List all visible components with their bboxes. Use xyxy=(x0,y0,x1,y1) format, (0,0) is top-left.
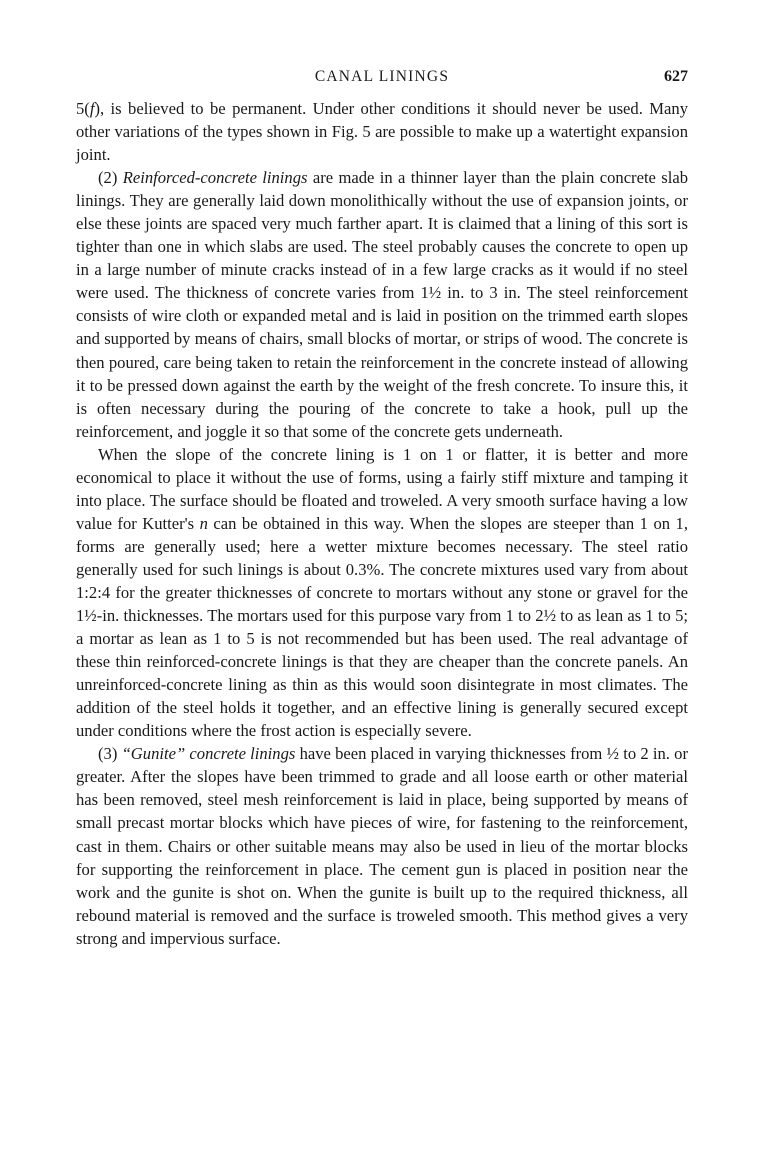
italic-text: “Gunite” concrete linings xyxy=(121,744,296,764)
paragraph xyxy=(76,166,688,443)
text-run: When the slope of the concrete lining is 1 on 1 or flatter, it is better and more economical to place it without the use of forms, using a fairly stiff mixture and tamping it into place. The surface should be floated and troweled. A very smooth surface having a low value for Kutter's xyxy=(76,444,688,533)
body-text xyxy=(76,97,688,950)
page-number: 627 xyxy=(664,68,688,85)
page-header xyxy=(76,68,688,92)
text-run: have been placed in varying thicknesses from ½ to 2 in. or greater. After the slopes have been trimmed to grade and all loose earth or other material has been removed, steel mesh reinforcement is laid in place, being supported by means of small precast mortar blocks which have pieces of wire, for fastening to the reinforcement, cast in them. Chairs or other suitable means may also be used in lieu of the mortar blocks for supporting the reinforcement in place. The cement gun is placed in position near the work and the gunite is shot on. When the gunite is built up to the required thickness, all rebound material is removed and the surface is troweled smooth. This method gives a very strong and impervious surface. xyxy=(76,744,688,948)
running-head: CANAL LININGS xyxy=(314,68,450,85)
text-run: (3) xyxy=(98,744,122,764)
paragraph xyxy=(76,443,688,743)
italic-text: n xyxy=(199,513,208,533)
text-run: ), is believed to be permanent. Under other conditions it should never be used. Many other variations of the types shown in Fig. 5 are possible to make up a watertight expansion joint. xyxy=(76,99,688,165)
paragraph xyxy=(76,97,688,166)
text-run: (2) xyxy=(98,168,123,188)
italic-text: Reinforced-concrete linings xyxy=(122,168,308,188)
italic-text: f xyxy=(89,99,95,118)
paragraph xyxy=(76,742,688,949)
text-run: can be obtained in this way. When the slopes are steeper than 1 on 1, forms are generally used; here a wetter mixture becomes necessary. The steel ratio generally used for such linings is about 0.3%. The concrete mixtures used vary from about 1:2:4 for the greater thicknesses of concrete to mortars without any stone or gravel for the 1½-in. thicknesses. The mortars used for this purpose vary from 1 to 2½ to as lean as 1 to 5; a mortar as lean as 1 to 5 is not recommended but has been used. The real advantage of these thin reinforced-concrete linings is that they are cheaper than the concrete panels. An unreinforced-concrete lining as thin as this would soon disintegrate in most climates. The addition of the steel holds it together, and an effective lining is generally secured except under conditions where the frost action is especially severe. xyxy=(76,513,688,741)
text-run: are made in a thinner layer than the plain concrete slab linings. They are generally laid down monolithically without the use of expansion joints, or else these joints are spaced very much farther apart. It is claimed that a lining of this sort is tighter than one in which slabs are used. The steel probably causes the concrete to open up in a large number of minute cracks instead of in a few large cracks as it would if no steel were used. The thickness of concrete varies from 1½ in. to 3 in. The steel reinforcement consists of wire cloth or expanded metal and is laid in position on the trimmed earth slopes and supported by means of chairs, small blocks of mortar, or strips of wood. The concrete is then poured, care being taken to retain the reinforcement in the concrete instead of allowing it to be pressed down against the earth by the weight of the fresh concrete. To insure this, it is often necessary during the pouring of the concrete to take a hook, pull up the reinforcement, and joggle it so that some of the concrete gets underneath. xyxy=(76,168,689,441)
text-run: 5( xyxy=(76,99,90,118)
